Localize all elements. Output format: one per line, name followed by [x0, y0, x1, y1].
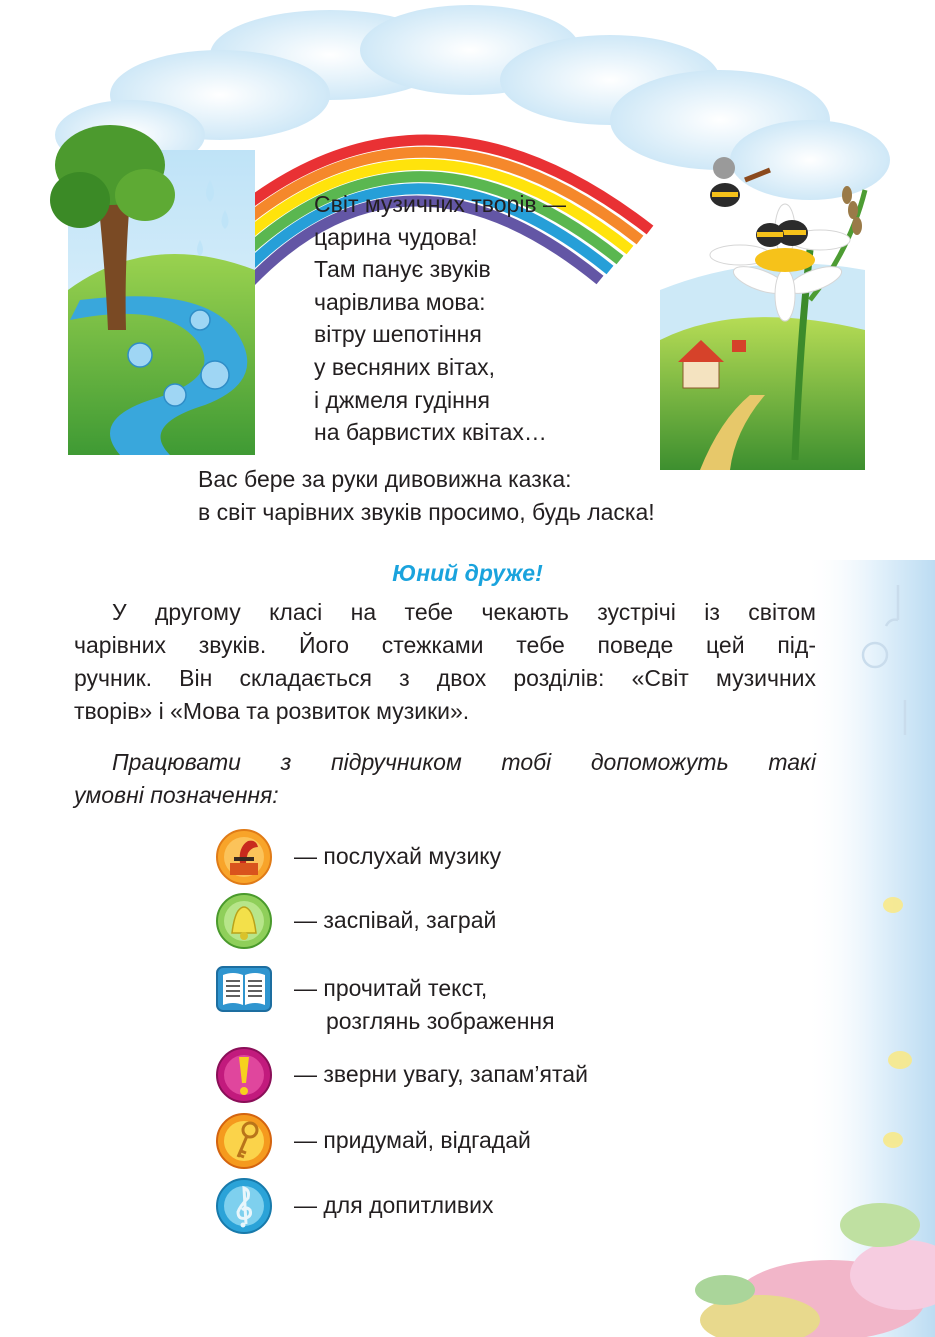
open-book-icon	[216, 961, 272, 1017]
legend-item-text: — для допитливих	[294, 1192, 494, 1218]
poem	[314, 188, 566, 449]
legend-intro-line: Працювати з підручником тобі допоможуть такі	[112, 749, 816, 775]
legend-intro	[74, 746, 816, 812]
intro-line: У другому класі на тебе чекають зустрічі із світом	[112, 599, 816, 625]
poem-line: Світ музичних творів —	[314, 191, 567, 217]
legend-item-text: — придумай, відгадай	[294, 1127, 531, 1153]
poem-line: Там панує звуків	[314, 256, 491, 283]
gramophone-icon	[216, 829, 272, 885]
intro-line: ручник. Він складається з двох розділів: «Світ музичних	[74, 665, 816, 691]
legend-item-text: — прочитай текст,	[294, 975, 488, 1001]
intro-line: творів» і «Мова та розвиток музики».	[74, 698, 470, 724]
poem-line: на барвистих квітах…	[314, 419, 547, 446]
treble-clef-icon	[216, 1178, 272, 1234]
poem-line: і джмеля гудіння	[314, 386, 490, 413]
greeting-heading: Юний друже!	[392, 560, 543, 586]
poem-line: у весняних вітах,	[314, 353, 496, 380]
right-scene	[660, 157, 865, 470]
key-icon	[216, 1113, 272, 1169]
poem-line: царина чудова!	[314, 223, 478, 250]
intro-paragraph	[74, 596, 816, 728]
legend-item-text: — заспівай, заграй	[294, 907, 497, 933]
poem-line: чарівлива мова:	[314, 288, 486, 315]
legend-item-text-second-line: розглянь зображення	[326, 1008, 555, 1034]
legend-item-text: — зверни увагу, запам’ятай	[294, 1061, 588, 1087]
couplet-line: Вас бере за руки дивовижна казка:	[198, 466, 572, 492]
left-scene	[50, 125, 255, 455]
legend-item-text: — послухай музику	[294, 843, 502, 869]
poem-line: вітру шепотіння	[314, 321, 482, 348]
intro-line: чарівних звуків. Його стежками тебе поведе цей під-	[74, 632, 816, 658]
bell-icon	[216, 893, 272, 949]
legend-intro-line: умовні позначення:	[74, 782, 279, 808]
couplet-line: в світ чарівних звуків просимо, будь ласка!	[198, 499, 655, 525]
couplet	[198, 463, 655, 529]
exclamation-icon	[216, 1047, 272, 1103]
